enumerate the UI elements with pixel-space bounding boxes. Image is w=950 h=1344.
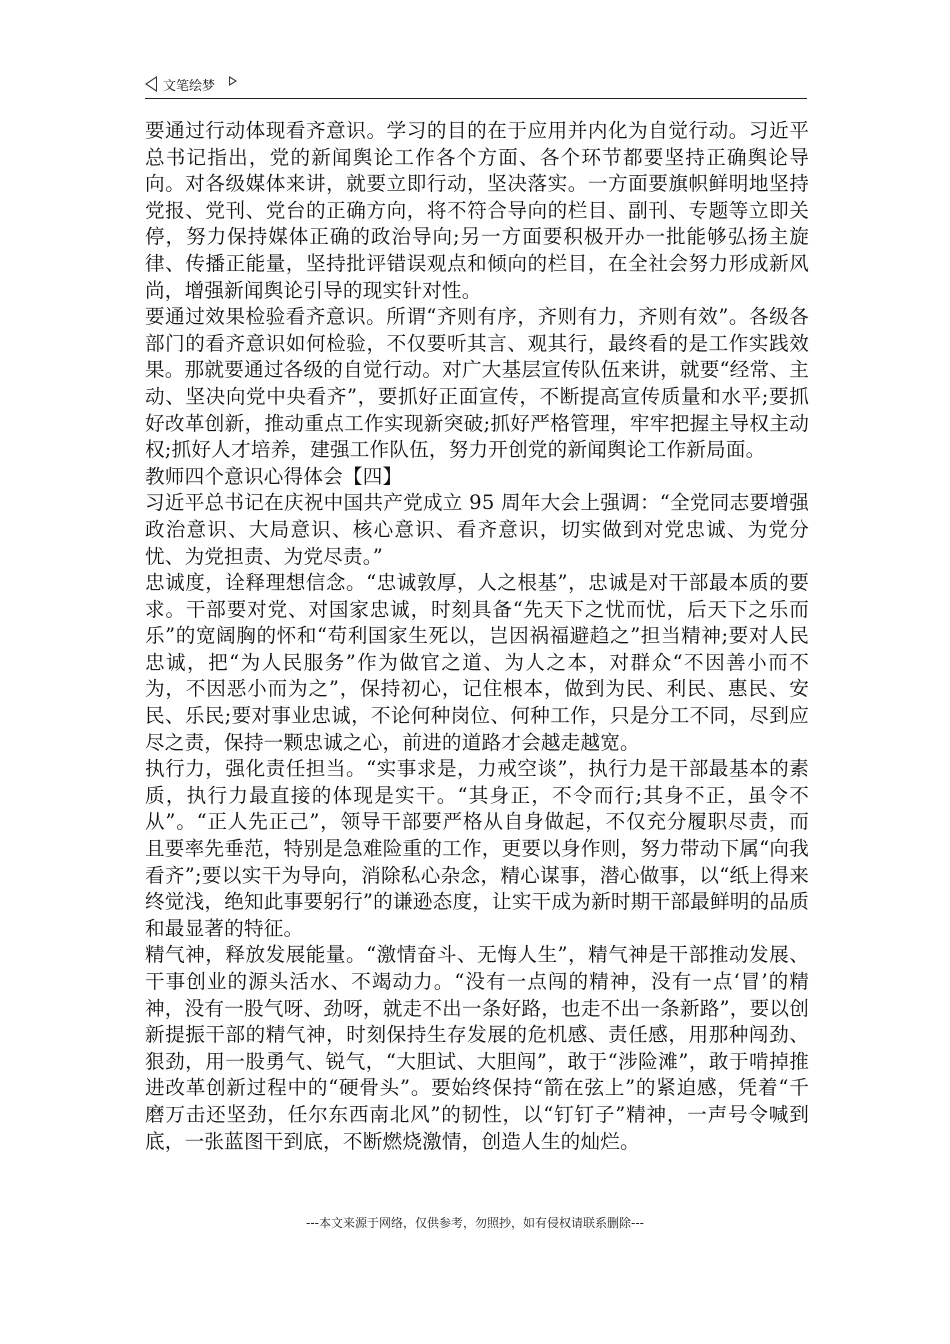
paragraph: 忠诚度，诠释理想信念。“忠诚敦厚，人之根基”，忠诚是对干部最本质的要求。干部要对党、对国家忠诚，时刻具备“先天下之忧而忧，后天下之乐而乐”的宽阔胸的怀和“苟利国家生死以，岂因祸福避趋之”担当精神;要对人民忠诚，把“为人民服务”作为做官之道、为人之本，对群众“不因善小而不为，不因恶小而为之”，保持初心，记住根本，做到为民、利民、惠民、安民、乐民;要对事业忠诚，不论何种岗位、何种工作，只是分工不同，尽到应尽之责，保持一颗忠诚之心，前进的道路才会越走越宽。: [145, 571, 809, 754]
paragraph: 要通过行动体现看齐意识。学习的目的在于应用并内化为自觉行动。习近平总书记指出，党的新闻舆论工作各个方面、各个环节都要坚持正确舆论导向。对各级媒体来讲，就要立即行动，坚决落实。一方面要旗帜鲜明地坚持党报、党刊、党台的正确方向，将不符合导向的栏目、副刊、专题等立即关停，努力保持媒体正确的政治导向;另一方面要积极开办一批能够弘扬主旋律、传播正能量，坚持批评错误观点和倾向的栏目，在全社会努力形成新风尚，增强新闻舆论引导的现实针对性。: [145, 119, 809, 302]
page-header: [145, 70, 807, 99]
document-body: [145, 118, 809, 1155]
page-footer: ---本文来源于网络，仅供参考，勿照抄，如有侵权请联系删除---: [306, 1216, 644, 1230]
paragraph: 精气神，释放发展能量。“激情奋斗、无悔人生”，精气神是干部推动发展、干事创业的源头活水、不竭动力。“没有一点闯的精神，没有一点‘冒’的精神，没有一股气呀、劲呀，就走不出一条好路，也走不出一条新路”，要以创新提振干部的精气神，时刻保持生存发展的危机感、责任感，用那种闯劲、狠劲，用一股勇气、锐气，“大胆试、大胆闯”，敢于“涉险滩”，敢于啃掉推进改革创新过程中的“硬骨头”。要始终保持“箭在弦上”的紧迫感，凭着“千磨万击还坚劲，任尔东西南北风”的韧性，以“钉钉子”精神，一声号令喊到底，一张蓝图干到底，不断燃烧激情，创造人生的灿烂。: [145, 943, 809, 1153]
header-title: 文笔绘梦: [163, 78, 216, 94]
paragraph: 执行力，强化责任担当。“实事求是，力戒空谈”，执行力是干部最基本的素质，执行力最直接的体现是实干。“其身正，不令而行;其身不正，虽令不从”。“正人先正己”，领导干部要严格从自身做起，不仅充分履职尽责，而且要率先垂范，特别是急难险重的工作，更要以身作则，努力带动下属“向我看齐”;要以实干为导向，消除私心杂念，精心谋事，潜心做事，以“纸上得来终觉浅，绝知此事要躬行”的谦逊态度，让实干成为新时期干部最鲜明的品质和最显著的特征。: [145, 757, 809, 940]
paragraph: 习近平总书记在庆祝中国共产党成立 95 周年大会上强调：“全党同志要增强政治意识、大局意识、核心意识、看齐意识，切实做到对党忠诚、为党分忧、为党担责、为党尽责。”: [145, 491, 809, 568]
triangle-right-icon: [229, 76, 237, 86]
triangle-left-icon: [145, 76, 157, 92]
paragraph: 要通过效果检验看齐意识。所谓“齐则有序，齐则有力，齐则有效”。各级各部门的看齐意识如何检验，不仅要听其言、观其行，最终看的是工作实践效果。那就要通过各级的自觉行动。对广大基层宣传队伍来讲，就要“经常、主动、坚决向党中央看齐”，要抓好正面宣传，不断提高宣传质量和水平;要抓好改革创新，推动重点工作实现新突破;抓好严格管理，牢牢把握主导权主动权;抓好人才培养，建强工作队伍，努力开创党的新闻舆论工作新局面。: [145, 305, 809, 462]
section-heading: 教师四个意识心得体会【四】: [145, 464, 403, 488]
